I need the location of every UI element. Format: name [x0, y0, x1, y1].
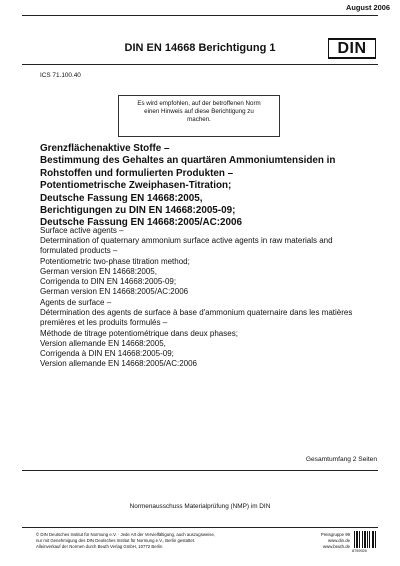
german-title-line: Grenzflächenaktive Stoffe – [40, 143, 170, 154]
notice-box [118, 95, 280, 137]
din-logo [328, 38, 376, 59]
beuth-website-link[interactable]: www.beuth.de [323, 544, 350, 549]
total-pages: Gesamtumfang 2 Seiten [305, 456, 377, 463]
french-title-line: Version allemande EN 14668:2005, [40, 338, 166, 348]
french-title-line: Agents de surface – [40, 298, 112, 307]
copyright-line: nur mit Genehmigung des DIN Deutsches Institut für Normung e.V., Berlin gestattet. [36, 538, 196, 543]
german-title-line: Rohstoffen und formulierten Produkten – [40, 167, 234, 179]
english-title-line: formulated products – [40, 246, 118, 256]
pages-rule [22, 470, 378, 471]
french-title-line: Version allemande EN 14668:2005/AC:2006 [40, 359, 197, 369]
ics-code: ICS 71.100.40 [40, 72, 81, 79]
english-title [40, 226, 390, 297]
english-title-line: Potentiometric two-phase titration method; [40, 256, 190, 266]
price-group: Preisgruppe 99 [320, 532, 350, 537]
din-website-link[interactable]: www.din.de [328, 538, 350, 543]
english-title-line: German version EN 14668:2005, [40, 266, 157, 276]
footer-rule [22, 527, 378, 528]
french-title-line: Méthode de titrage potentiométrique dans deux phases; [40, 328, 238, 338]
notice-line: einen Hinweis auf diese Berichtigung zu [144, 108, 254, 116]
french-title-line: Corrigenda à DIN EN 14668:2005-09; [40, 349, 174, 359]
french-title [40, 298, 390, 369]
french-title-line: premières et les produits formulés – [40, 318, 168, 328]
din-logo-text: DIN [337, 39, 367, 57]
german-title [40, 143, 390, 230]
committee-name: Normenausschuss Materialprüfung (NMP) im DIN [129, 503, 271, 510]
top-rule [22, 15, 378, 16]
publication-date: August 2006 [346, 3, 390, 12]
english-title-line: Corrigenda to DIN EN 14668:2005-09; [40, 277, 177, 287]
german-title-line: Potentiometrische Zweiphasen-Titration; [40, 180, 232, 192]
french-title-line: Détermination des agents de surface à base d'ammonium quaternaire dans les matières [40, 308, 353, 318]
copyright-line: Alleinverkauf der Normen durch Beuth Verlag GmbH, 10772 Berlin [36, 544, 163, 549]
price-info [296, 532, 350, 550]
german-title-line: Deutsche Fassung EN 14668:2005/AC:2006 [40, 217, 242, 229]
copyright-notice [36, 532, 215, 550]
english-title-line: Determination of quaternary ammonium surface active agents in raw materials and [40, 236, 333, 246]
german-title-line: Bestimmung des Gehaltes an quartären Ammoniumtensiden in [40, 155, 336, 167]
notice-line: machen. [187, 116, 211, 124]
document-title: DIN EN 14668 Berichtigung 1 [124, 42, 276, 54]
english-title-line: German version EN 14668:2005/AC:2006 [40, 287, 189, 297]
german-title-line: Deutsche Fassung EN 14668:2005, [40, 192, 203, 204]
barcode [354, 531, 376, 548]
english-title-line: Surface active agents – [40, 226, 124, 235]
barcode-number: 8759926 [352, 549, 367, 553]
header-rule [22, 64, 378, 65]
notice-line: Es wird empfohlen, auf der betroffenen Norm [137, 100, 261, 107]
copyright-line: © DIN Deutsches Institut für Normung e.V. · Jede Art der Vervielfältigung, auch auszugsweise, [36, 532, 216, 537]
german-title-line: Berichtigungen zu DIN EN 14668:2005-09; [40, 205, 236, 217]
